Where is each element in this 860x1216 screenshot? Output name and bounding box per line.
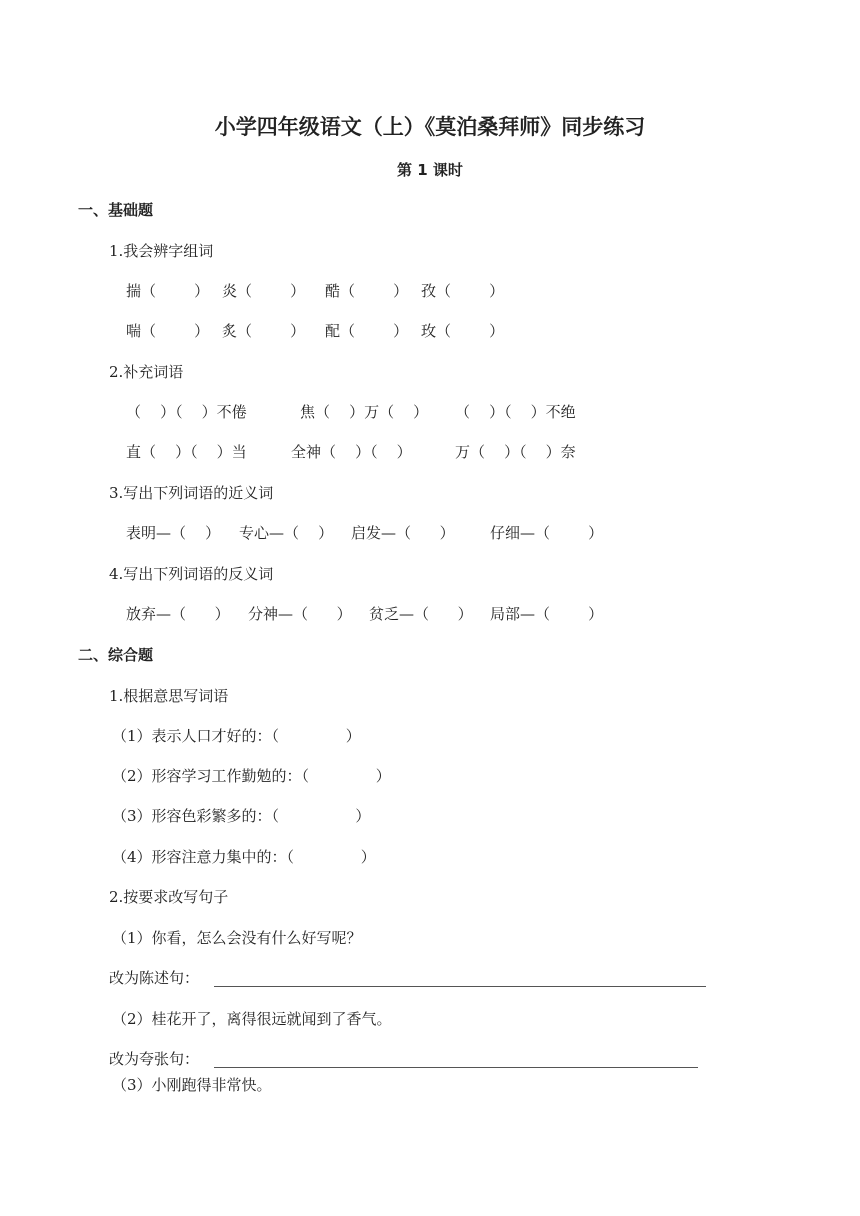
s1-q2-prompt: 2.补充词语: [109, 363, 184, 381]
s1-q1-row2-item: 炙（ ）: [222, 322, 306, 340]
s1-q4-item: 分神—（ ）: [248, 605, 352, 623]
s2-q2-answer1-line[interactable]: [214, 986, 706, 987]
s2-q2-prompt: 2.按要求改写句子: [109, 888, 229, 906]
page-title: 小学四年级语文（上）《莫泊桑拜师》同步练习: [214, 115, 646, 139]
s2-q1-item: （2）形容学习工作勤勉的：（ ）: [112, 767, 391, 785]
s2-q2-answer2-line[interactable]: [214, 1067, 698, 1068]
s1-q1-row1-item: 孜（ ）: [421, 282, 505, 300]
s2-q1-prompt: 1.根据意思写词语: [109, 687, 229, 705]
s2-q1-item: （4）形容注意力集中的：（ ）: [112, 848, 376, 866]
s2-q1-item: （1）表示人口才好的：（ ）: [112, 727, 361, 745]
s1-q2-row2-item: 直（ ）（ ）当: [126, 443, 247, 461]
s1-q3-item: 专心—（ ）: [239, 524, 334, 542]
section2-heading: 二、综合题: [78, 646, 154, 664]
s1-q1-row2-item: 配（ ）: [325, 322, 409, 340]
s1-q1-row1-item: 酷（ ）: [325, 282, 409, 300]
s1-q4-item: 贫乏—（ ）: [369, 605, 473, 623]
s1-q1-prompt: 1.我会辨字组词: [109, 242, 214, 260]
s1-q2-row2-item: 万（ ）（ ）奈: [455, 443, 576, 461]
s1-q1-row1-item: 炎（ ）: [222, 282, 306, 300]
s2-q2-item1: （1）你看，怎么会没有什么好写呢？: [112, 929, 362, 947]
lesson-subtitle: 第 1 课时: [397, 161, 463, 179]
s2-q2-item3: （3）小刚跑得非常快。: [112, 1076, 272, 1094]
section1-heading: 一、基础题: [78, 201, 154, 219]
s2-q1-item: （3）形容色彩繁多的：（ ）: [112, 807, 371, 825]
s1-q2-row2-item: 全神（ ）（ ）: [291, 443, 412, 461]
s1-q3-item: 表明—（ ）: [126, 524, 221, 542]
s1-q4-prompt: 4.写出下列词语的反义词: [109, 565, 274, 583]
s2-q2-answer2-label: 改为夸张句：: [109, 1050, 200, 1068]
s1-q2-row1-item: 焦（ ）万（ ）: [300, 403, 429, 421]
s1-q4-item: 局部—（ ）: [490, 605, 604, 623]
s1-q3-prompt: 3.写出下列词语的近义词: [109, 484, 274, 502]
s1-q2-row1-item: （ ）（ ）不倦: [126, 403, 247, 421]
s1-q1-row1-item: 揣（ ）: [126, 282, 210, 300]
s1-q1-row2-item: 玫（ ）: [421, 322, 505, 340]
s2-q2-item2: （2）桂花开了，离得很远就闻到了香气。: [112, 1010, 392, 1028]
s1-q1-row2-item: 喘（ ）: [126, 322, 210, 340]
s1-q3-item: 启发—（ ）: [351, 524, 455, 542]
s1-q4-item: 放弃—（ ）: [126, 605, 230, 623]
s1-q2-row1-item: （ ）（ ）不绝: [455, 403, 576, 421]
s2-q2-answer1-label: 改为陈述句：: [109, 969, 200, 987]
s1-q3-item: 仔细—（ ）: [490, 524, 604, 542]
